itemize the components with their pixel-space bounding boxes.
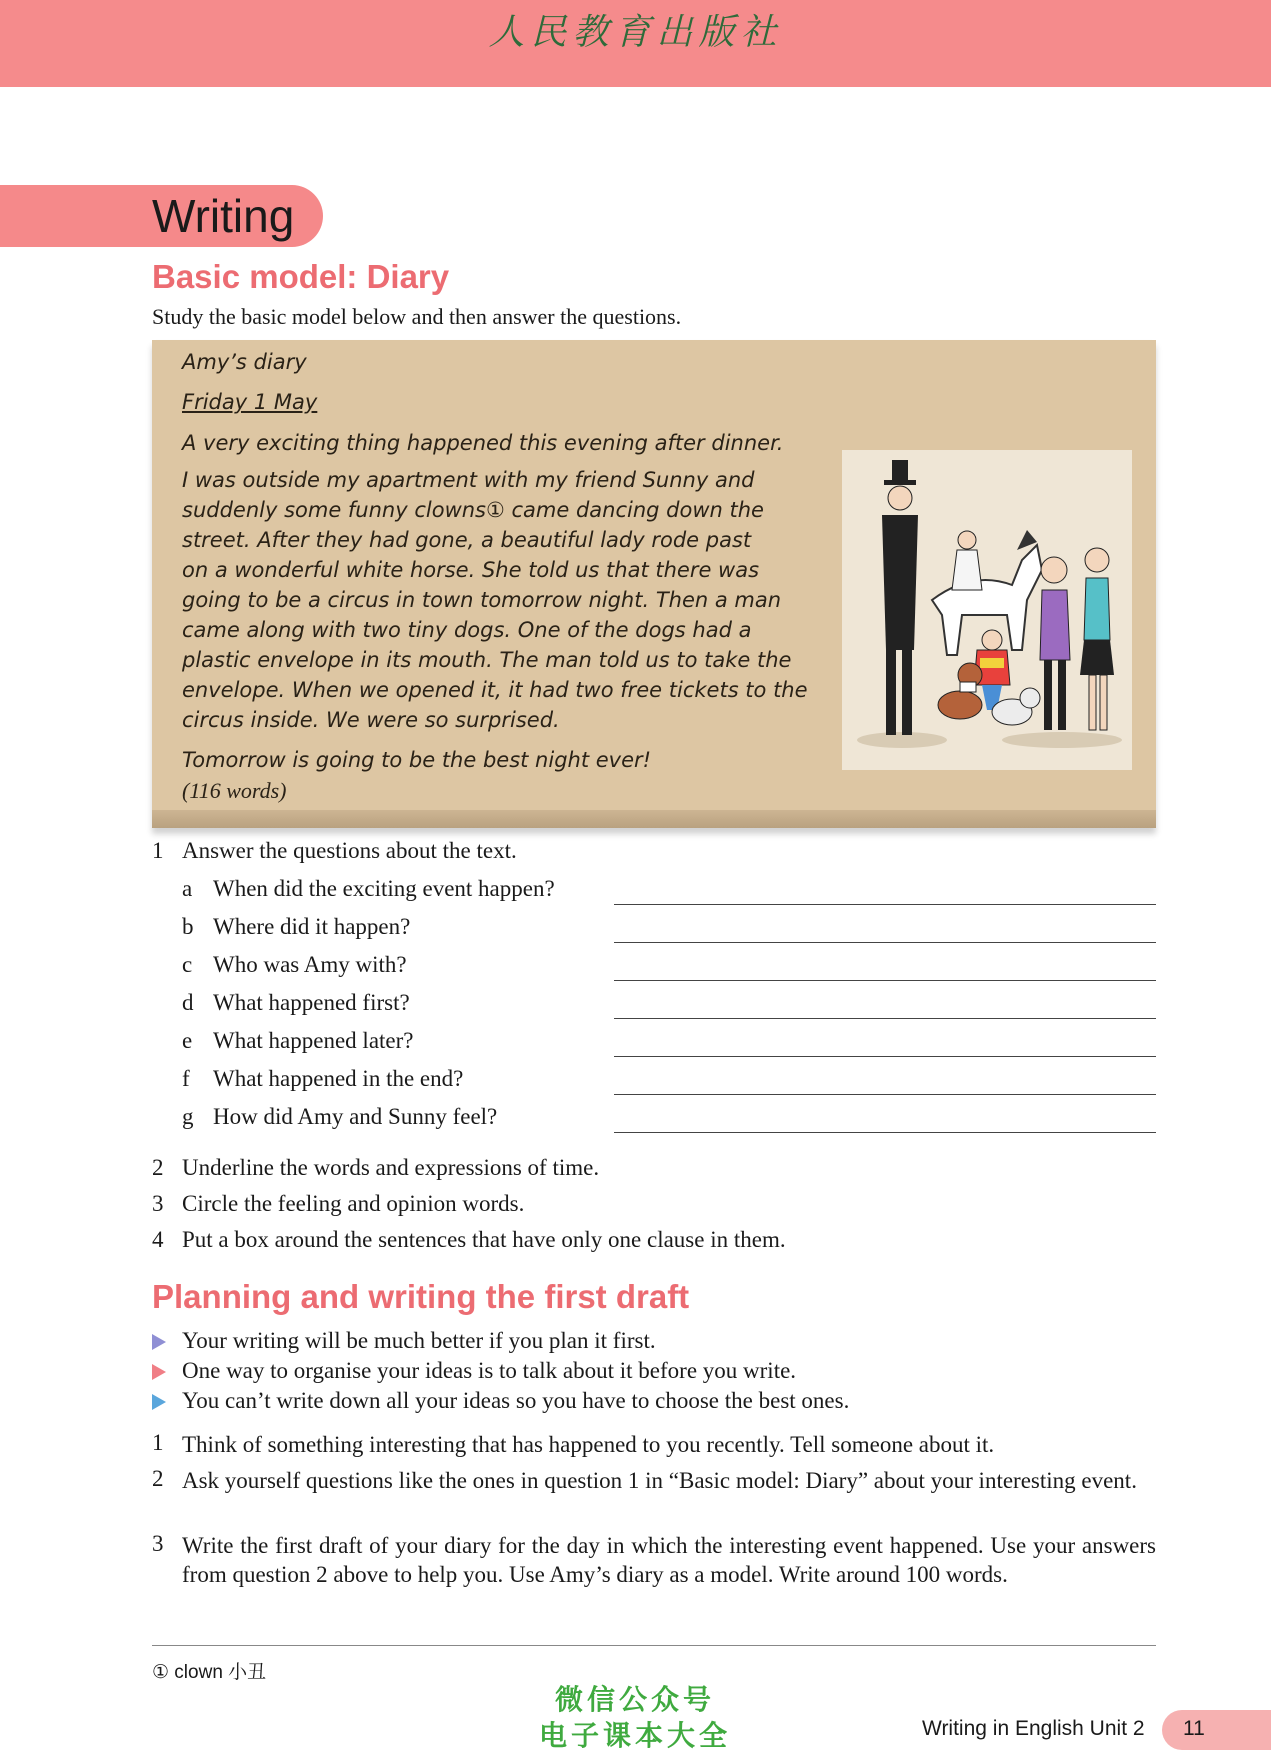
footer-unit-label: Writing in English Unit 2 — [922, 1717, 1145, 1740]
diary-closing: Tomorrow is going to be the best night ever! — [182, 748, 652, 772]
basic-model-heading: Basic model: Diary — [152, 258, 450, 295]
word-count: (116 words) — [182, 778, 287, 803]
answer-line-f[interactable] — [614, 1094, 1156, 1095]
answer-line-e[interactable] — [614, 1056, 1156, 1057]
planning-bullet: Your writing will be much better if you plan it first. — [182, 1328, 656, 1353]
answer-line-d[interactable] — [614, 1018, 1156, 1019]
publisher-logo: 人民教育出版社 — [488, 12, 783, 53]
question-number: 4 — [152, 1227, 164, 1252]
sub-question-letter: g — [182, 1104, 194, 1129]
paper-shadow — [152, 810, 1156, 828]
answer-line-a[interactable] — [614, 904, 1156, 905]
question-1-text: Answer the questions about the text. — [182, 838, 517, 863]
planning-bullet: One way to organise your ideas is to talk about it before you write. — [182, 1358, 797, 1383]
answer-line-g[interactable] — [614, 1132, 1156, 1133]
circus-illustration-drawing — [842, 450, 1132, 770]
diary-line: envelope. When we opened it, it had two free tickets to the — [182, 678, 808, 702]
step-number: 3 — [152, 1531, 164, 1556]
basic-model-instruction: Study the basic model below and then answer the questions. — [152, 304, 682, 329]
diary-line: on a wonderful white horse. She told us that there was — [182, 558, 760, 582]
step-text: Think of something interesting that has happened to you recently. Tell someone about it. — [182, 1432, 995, 1457]
footnote-divider — [152, 1645, 1156, 1646]
bullet-arrow-icon — [152, 1394, 166, 1410]
diary-line: going to be a circus in town tomorrow night. Then a man — [182, 588, 782, 612]
sub-question-letter: b — [182, 914, 194, 939]
step-number: 1 — [152, 1430, 164, 1455]
watermark-line-2: 电子课本大全 — [538, 1719, 731, 1752]
diary-date: Friday 1 May — [182, 390, 318, 414]
sub-question-text: What happened first? — [213, 990, 410, 1015]
sub-question-letter: e — [182, 1028, 193, 1053]
circus-illustration — [842, 450, 1132, 770]
sub-question-text: How did Amy and Sunny feel? — [213, 1104, 498, 1129]
sub-question-text: What happened later? — [213, 1028, 414, 1053]
question-4-text: Put a box around the sentences that have only one clause in them. — [182, 1227, 786, 1252]
answer-line-b[interactable] — [614, 942, 1156, 943]
sub-question-letter: f — [182, 1066, 190, 1091]
page-number-tab — [1162, 1710, 1271, 1750]
step-number: 2 — [152, 1466, 164, 1491]
sub-question-letter: c — [182, 952, 193, 977]
diary-line: I was outside my apartment with my friend Sunny and — [182, 468, 755, 492]
sub-question-text: When did the exciting event happen? — [213, 876, 555, 901]
diary-line: suddenly some funny clowns① came dancing down the — [182, 498, 764, 522]
sub-question-text: What happened in the end? — [213, 1066, 464, 1091]
step-text: Ask yourself questions like the ones in question 1 in “Basic model: Diary” about your interesting event. — [182, 1468, 1137, 1493]
planning-bullet: You can’t write down all your ideas so you have to choose the best ones. — [182, 1388, 850, 1413]
sub-question-text: Where did it happen? — [213, 914, 411, 939]
page-number: 11 — [1183, 1717, 1205, 1740]
sub-question-letter: a — [182, 876, 193, 901]
sub-question-letter: d — [182, 990, 194, 1015]
question-2-text: Underline the words and expressions of time. — [182, 1155, 600, 1180]
question-number: 2 — [152, 1155, 164, 1180]
diary-line: came along with two tiny dogs. One of the dogs had a — [182, 618, 752, 642]
step-text: Write the first draft of your diary for the day in which the interesting event happened. Use your answers from question 2 above to help you. Use Amy’s diary as a model. Write around 100 words. — [182, 1533, 1156, 1587]
answer-line-c[interactable] — [614, 980, 1156, 981]
sub-question-text: Who was Amy with? — [213, 952, 407, 977]
footnote: ① clown 小丑 — [152, 1662, 267, 1683]
diary-paper — [152, 340, 1156, 828]
planning-heading: Planning and writing the first draft — [152, 1278, 690, 1315]
question-number: 1 — [152, 838, 164, 863]
diary-opening: A very exciting thing happened this evening after dinner. — [182, 431, 784, 455]
diary-title: Amy’s diary — [182, 350, 307, 374]
question-3-text: Circle the feeling and opinion words. — [182, 1191, 525, 1216]
watermark-line-1: 微信公众号 — [554, 1683, 715, 1716]
diary-line: street. After they had gone, a beautiful lady rode past — [182, 528, 752, 552]
diary-line: plastic envelope in its mouth. The man told us to take the — [182, 648, 792, 672]
bullet-arrow-icon — [152, 1364, 166, 1380]
section-title: Writing — [152, 190, 295, 242]
question-number: 3 — [152, 1191, 164, 1216]
bullet-arrow-icon — [152, 1334, 166, 1350]
diary-line: circus inside. We were so surprised. — [182, 708, 560, 732]
